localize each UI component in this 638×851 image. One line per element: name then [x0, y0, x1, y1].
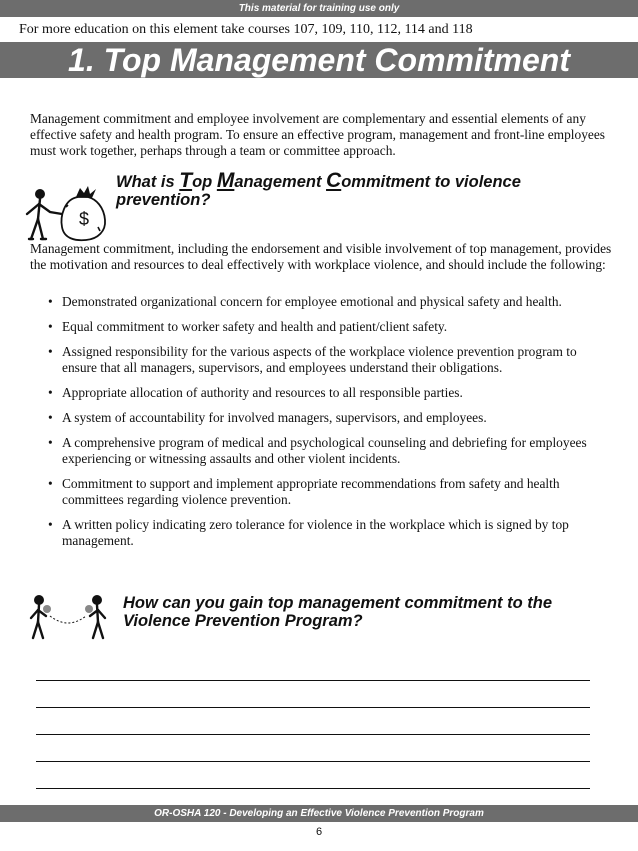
- money-bag-figure-icon: [16, 183, 116, 245]
- money-bag-symbol: $: [79, 209, 90, 229]
- list-item: • Assigned responsibility for the various aspects of the workplace violence prevention program to ensure that all managers, supervisors, and employees understand their obligations.: [48, 344, 577, 375]
- section1-heading: What is Top Management Commitment to violence prevention?: [116, 169, 521, 209]
- bullet-icon: •: [48, 344, 53, 359]
- bullet-icon: •: [48, 517, 53, 532]
- bullet-icon: •: [48, 435, 53, 450]
- list-item: • Demonstrated organizational concern for employee emotional and physical safety and health.: [48, 294, 562, 309]
- top-banner: This material for training use only: [0, 0, 638, 17]
- list-item: • Equal commitment to worker safety and health and patient/client safety.: [48, 319, 448, 334]
- two-people-talking-icon: [26, 592, 112, 642]
- answer-line[interactable]: [36, 788, 590, 789]
- footer-banner: OR-OSHA 120 - Developing an Effective Violence Prevention Program: [0, 805, 638, 822]
- list-item: • A written policy indicating zero tolerance for violence in the workplace which is signed by top management.: [48, 517, 569, 548]
- list-item: • A comprehensive program of medical and psychological counseling and debriefing for employees experiencing or witnessing assaults and other violent incidents.: [48, 435, 587, 466]
- bullet-icon: •: [48, 385, 53, 400]
- answer-line[interactable]: [36, 734, 590, 735]
- page-title: 1. Top Management Commitment: [0, 42, 638, 78]
- list-item: • Appropriate allocation of authority and resources to all responsible parties.: [48, 385, 463, 400]
- bullet-icon: •: [48, 294, 53, 309]
- answer-line[interactable]: [36, 761, 590, 762]
- list-item: • A system of accountability for involved managers, supervisors, and employees.: [48, 410, 487, 425]
- section2-heading: How can you gain top management commitment to the Violence Prevention Program?: [123, 594, 553, 630]
- intro-paragraph: Management commitment and employee involvement are complementary and essential elements of any effective safety and health program. To ensure an effective program, management and front-line employees must work together, perhaps through a team or committee approach.: [30, 111, 605, 158]
- commitment-list: [48, 294, 608, 558]
- answer-line[interactable]: [36, 680, 590, 681]
- bullet-icon: •: [48, 476, 53, 491]
- section1-paragraph: Management commitment, including the endorsement and visible involvement of top management, provides the motivation and resources to deal effectively with workplace violence, and should include the following:: [30, 241, 612, 272]
- page-number: 6: [315, 826, 323, 838]
- courses-note: For more education on this element take courses 107, 109, 110, 112, 114 and 118: [19, 22, 473, 37]
- list-item: • Commitment to support and implement appropriate recommendations from safety and health committees regarding violence prevention.: [48, 476, 560, 507]
- answer-line[interactable]: [36, 707, 590, 708]
- bullet-icon: •: [48, 319, 53, 334]
- bullet-icon: •: [48, 410, 53, 425]
